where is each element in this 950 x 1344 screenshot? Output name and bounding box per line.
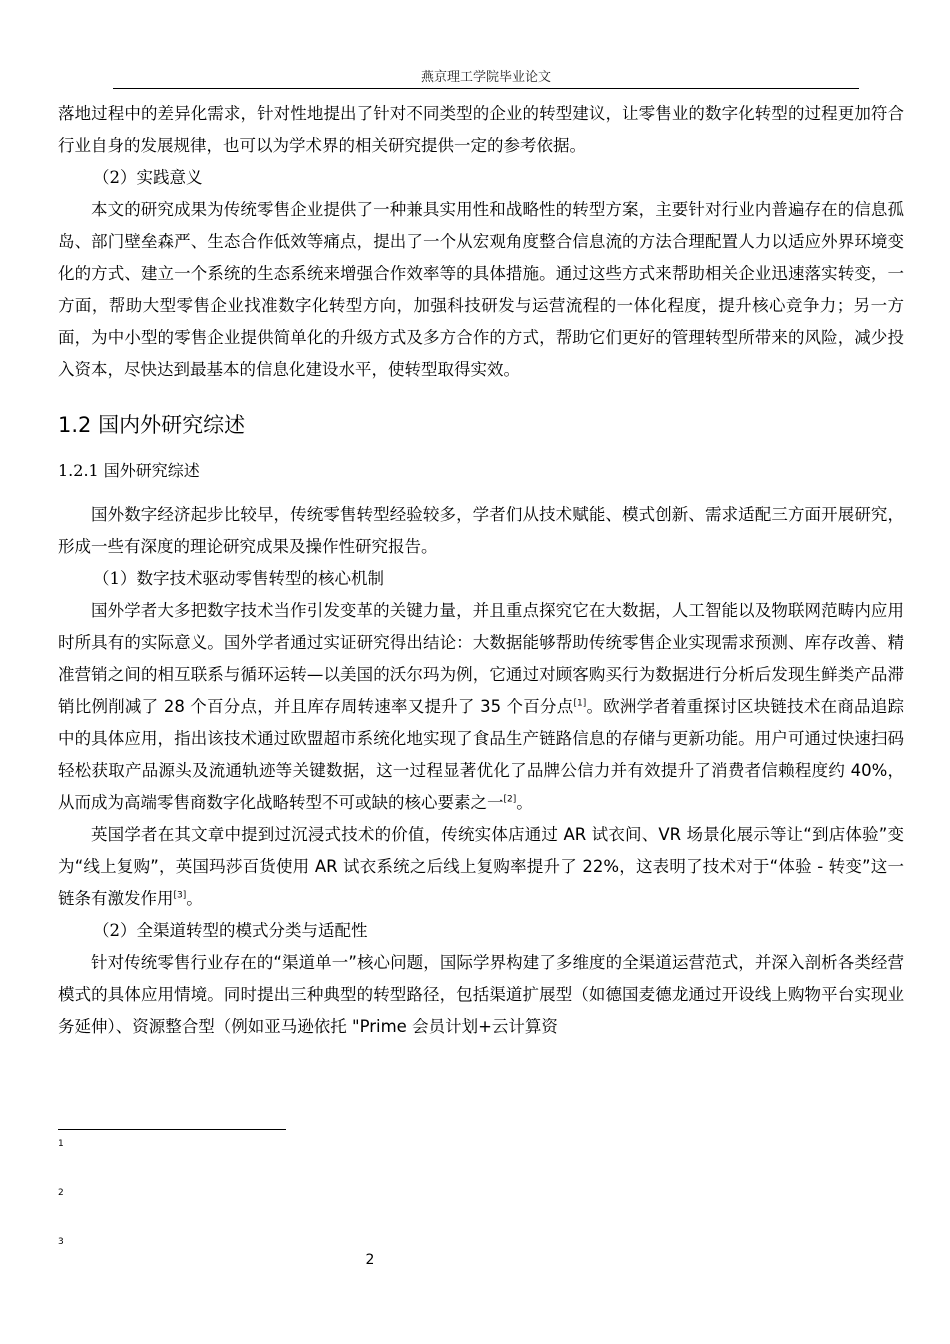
paragraph-4-part-c: 。 [516,793,533,812]
footnote-2: 2 [58,1188,64,1198]
paragraph-1: 落地过程中的差异化需求，针对性地提出了针对不同类型的企业的转型建议，让零售业的数字化转型的过程更加符合行业自身的发展规律，也可以为学术界的相关研究提供一定的参考依据。 [58,104,904,155]
header-rule [113,88,859,89]
citation-2: [2] [503,794,517,805]
paragraph-5 [58,819,904,915]
paragraph-5-part-a: 英国学者在其文章中提到过沉浸式技术的价值，传统实体店通过 AR 试衣间、VR 场景化展示等让“到店体验”变为“线上复购”，英国玛莎百货使用 AR 试衣系统之后线上复购率提升了 22%，这表明了技术对于“体验 - 转变”这一链条有激发作用 [58,825,904,908]
subheading-practical-significance: （2）实践意义 [93,168,203,187]
paragraph-3: 国外数字经济起步比较早，传统零售转型经验较多，学者们从技术赋能、模式创新、需求适配三方面开展研究，形成一些有深度的理论研究成果及操作性研究报告。 [58,505,904,556]
footnote-rule [58,1129,286,1130]
footnote-1: 1 [58,1139,64,1149]
paragraph-4-part-b: 。欧洲学者着重探讨区块链技术在商品追踪中的具体应用，指出该技术通过欧盟超市系统化地实现了食品生产链路信息的存储与更新功能。用户可通过快速扫码轻松获取产品源头及流通轨迹等关键数据，这一过程显著优化了品牌公信力并有效提升了消费者信赖程度约 40%，从而成为高端零售商数字化战略转型不可或缺的核心要素之一 [58,697,904,812]
subheading-1: （1）数字技术驱动零售转型的核心机制 [93,569,384,588]
page-number: 2 [365,1252,375,1268]
section-heading-1-2-1: 1.2.1 国外研究综述 [58,461,200,480]
footnote-3: 3 [58,1237,64,1247]
running-header: 燕京理工学院毕业论文 [420,70,551,85]
body-text [58,98,904,1043]
paragraph-4 [58,595,904,819]
paragraph-2: 本文的研究成果为传统零售企业提供了一种兼具实用性和战略性的转型方案，主要针对行业内普遍存在的信息孤岛、部门壁垒森严、生态合作低效等痛点，提出了一个从宏观角度整合信息流的方法合理配置人力以适应外界环境变化的方式、建立一个系统的生态系统来增强合作效率等的具体措施。通过这些方式来帮助相关企业迅速落实转变，一方面，帮助大型零售企业找准数字化转型方向，加强科技研发与运营流程的一体化程度，提升核心竞争力；另一方面，为中小型的零售企业提供简单化的升级方式及多方合作的方式，帮助它们更好的管理转型所带来的风险，减少投入资本，尽快达到最基本的信息化建设水平，使转型取得实效。 [58,200,904,379]
subheading-2: （2）全渠道转型的模式分类与适配性 [93,921,368,940]
citation-1: [1] [573,698,587,709]
paragraph-6: 针对传统零售行业存在的“渠道单一”核心问题，国际学界构建了多维度的全渠道运营范式，并深入剖析各类经营模式的具体应用情境。同时提出三种典型的转型路径，包括渠道扩展型（如德国麦德龙通过开设线上购物平台实现业务延伸）、资源整合型（例如亚马逊依托 "Prime 会员计划+云计算资 [58,953,904,1036]
section-heading-1-2: 1.2 国内外研究综述 [58,413,246,437]
citation-3: [3] [173,890,187,901]
paragraph-5-part-b: 。 [186,889,203,908]
paragraph-4-part-a: 国外学者大多把数字技术当作引发变革的关键力量，并且重点探究它在大数据，人工智能以及物联网范畴内应用时所具有的实际意义。国外学者通过实证研究得出结论：大数据能够帮助传统零售企业实现需求预测、库存改善、精准营销之间的相互联系与循环运转—以美国的沃尔玛为例，它通过对顾客购买行为数据进行分析后发现生鲜类产品滞销比例削减了 28 个百分点，并且库存周转速率又提升了 35 个百分点 [58,601,904,716]
